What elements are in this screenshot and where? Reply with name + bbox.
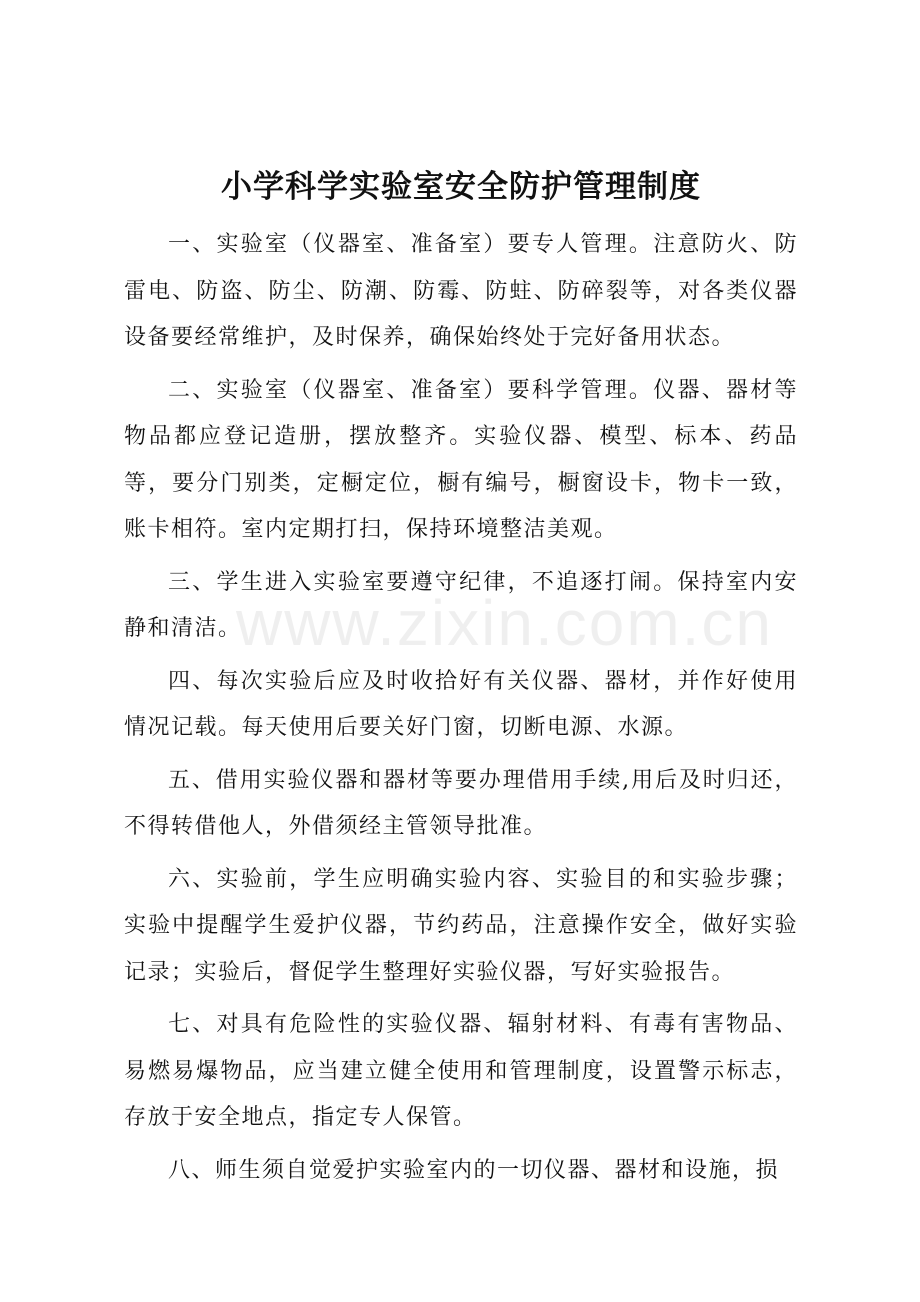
document-title: 小学科学实验室安全防护管理制度 (221, 169, 701, 205)
watermark-text: www.zixin.com.cn (236, 587, 773, 659)
paragraph-5: 五、借用实验仪器和器材等要办理借用手续,用后及时归还，不得转借他人，外借须经主管领导批准。 (124, 767, 798, 839)
paragraph-2: 二、实验室（仪器室、准备室）要科学管理。仪器、器材等物品都应登记造册，摆放整齐。实验仪器、模型、标本、药品等，要分门别类，定橱定位，橱有编号，橱窗设卡，物卡一致，账卡相符。室内定期打扫，保持环境整洁美观。 (124, 377, 798, 542)
document-page (124, 160, 798, 1200)
paragraph-7: 七、对具有危险性的实验仪器、辐射材料、有毒有害物品、易燃易爆物品，应当建立健全使用和管理制度，设置警示标志，存放于安全地点，指定专人保管。 (124, 1012, 798, 1130)
paragraph-6: 六、实验前，学生应明确实验内容、实验目的和实验步骤；实验中提醒学生爱护仪器，节约药品，注意操作安全，做好实验记录；实验后，督促学生整理好实验仪器，写好实验报告。 (124, 866, 798, 985)
paragraph-1: 一、实验室（仪器室、准备室）要专人管理。注意防火、防雷电、防盗、防尘、防潮、防霉、防蛀、防碎裂等，对各类仪器设备要经常维护，及时保养，确保始终处于完好备用状态。 (124, 232, 798, 350)
paragraph-3: 三、学生进入实验室要遵守纪律，不追逐打闹。保持室内安静和清洁。 (124, 569, 798, 641)
paragraph-4: 四、每次实验后应及时收拾好有关仪器、器材，并作好使用情况记载。每天使用后要关好门窗，切断电源、水源。 (124, 668, 798, 740)
paragraph-8: 八、师生须自觉爱护实验室内的一切仪器、器材和设施，损 (168, 1157, 780, 1183)
